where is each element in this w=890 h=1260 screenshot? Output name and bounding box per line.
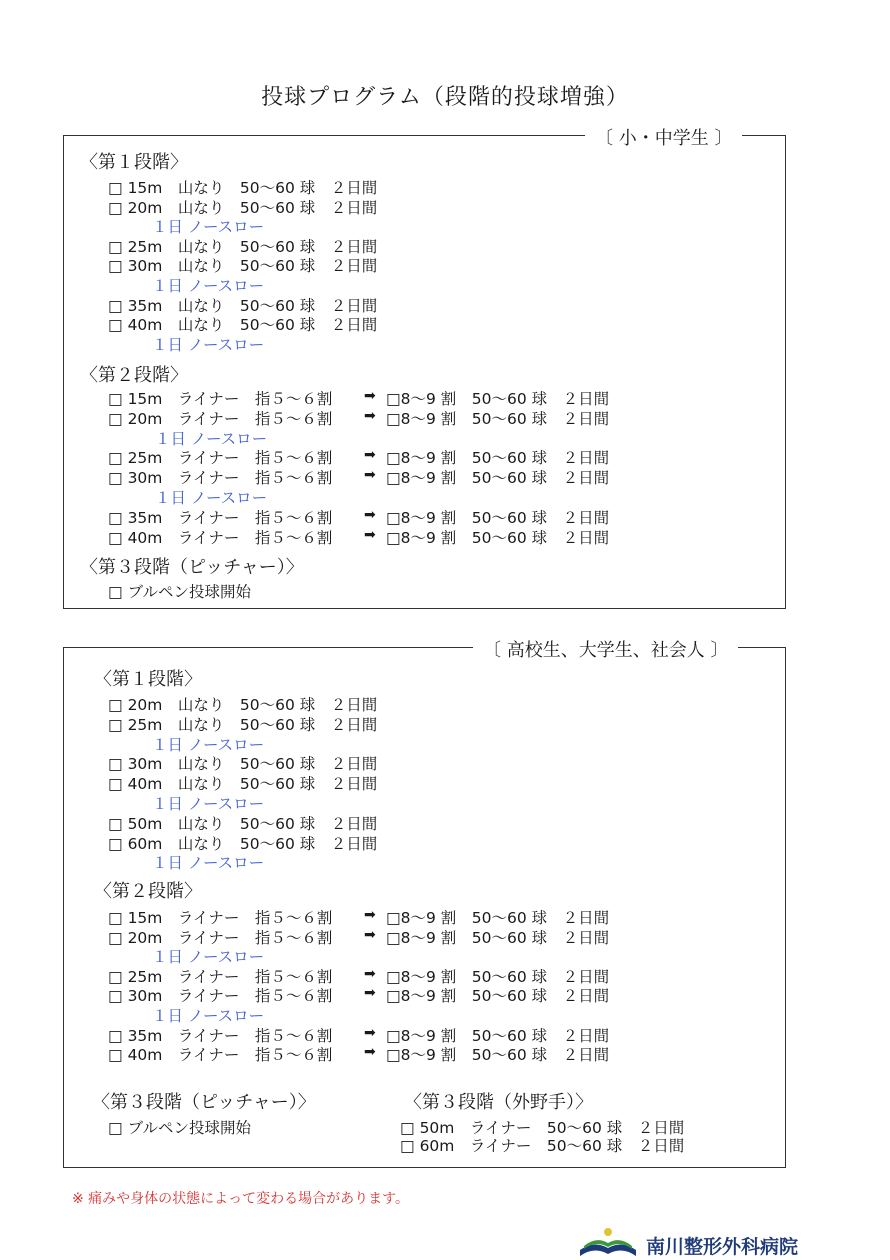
- checklist-item-right: □8〜9 割 50〜60 球 ２日間: [386, 1046, 610, 1065]
- checklist-item-right: □8〜9 割 50〜60 球 ２日間: [386, 528, 610, 547]
- checklist-item-right: □8〜9 割 50〜60 球 ２日間: [386, 409, 610, 428]
- checklist-item-left: □ 25m ライナー 指５〜６割: [108, 967, 333, 986]
- rest-day-note: １日 ノースロー: [155, 489, 268, 507]
- checklist-item-right: □8〜9 割 50〜60 球 ２日間: [386, 928, 610, 947]
- checklist-item: □ 50m 山なり 50〜60 球 ２日間: [108, 814, 378, 833]
- checklist-item-right: □8〜9 割 50〜60 球 ２日間: [386, 909, 610, 927]
- checklist-item-left: □ 35m ライナー 指５〜６割: [108, 1026, 333, 1045]
- hospital-name: 南川整形外科病院: [646, 1236, 799, 1258]
- checklist-item-left: □ 35m ライナー 指５〜６割: [108, 508, 333, 527]
- checklist-item: □ 15m 山なり 50〜60 球 ２日間: [108, 179, 378, 197]
- right-arrow-icon: ➡: [364, 407, 376, 424]
- checklist-item-left: □ 40m ライナー 指５〜６割: [108, 528, 333, 547]
- stage3-outfielder-heading: 〈第３段階（外野手）〉: [404, 1092, 593, 1113]
- right-arrow-icon: ➡: [364, 526, 376, 543]
- rest-day-note: １日 ノースロー: [152, 735, 265, 754]
- stage3-pitcher-heading: 〈第３段階（ピッチャー）〉: [92, 1092, 316, 1113]
- checklist-item: □ 40m 山なり 50〜60 球 ２日間: [108, 775, 378, 794]
- checklist-item-left: □ 20m ライナー 指５〜６割: [108, 928, 333, 947]
- rest-day-note: １日 ノースロー: [152, 795, 265, 813]
- section-label-junior: 〔 小・中学生 〕: [585, 124, 742, 150]
- section-label-adult: 〔 高校生、大学生、社会人 〕: [473, 636, 738, 662]
- stage3-outfielder-item: □ 60m ライナー 50〜60 球 ２日間: [400, 1137, 685, 1155]
- checklist-item-right: □8〜9 割 50〜60 球 ２日間: [386, 449, 610, 468]
- stage3-item: □ ブルペン投球開始: [108, 583, 251, 601]
- right-arrow-icon: ➡: [364, 965, 376, 982]
- right-arrow-icon: ➡: [364, 1044, 376, 1061]
- disclaimer-note: ※ 痛みや身体の状態によって変わる場合があります。: [72, 1191, 410, 1207]
- stage1-heading: 〈第１段階〉: [80, 152, 188, 173]
- checklist-item-right: □8〜9 割 50〜60 球 ２日間: [386, 987, 610, 1006]
- checklist-item-right: □8〜9 割 50〜60 球 ２日間: [386, 469, 610, 488]
- rest-day-note: １日 ノースロー: [152, 218, 265, 237]
- checklist-item-left: □ 40m ライナー 指５〜６割: [108, 1046, 333, 1065]
- checklist-item: □ 25m 山なり 50〜60 球 ２日間: [108, 237, 378, 256]
- stage3-heading: 〈第３段階（ピッチャー）〉: [80, 557, 304, 578]
- rest-day-note: １日 ノースロー: [152, 277, 265, 295]
- right-arrow-icon: ➡: [364, 467, 376, 484]
- checklist-item-left: □ 25m ライナー 指５〜６割: [108, 449, 333, 468]
- checklist-item: □ 30m 山なり 50〜60 球 ２日間: [108, 755, 378, 774]
- right-arrow-icon: ➡: [364, 926, 376, 943]
- checklist-item-left: □ 15m ライナー 指５〜６割: [108, 909, 333, 927]
- book-logo-icon: [576, 1224, 640, 1260]
- checklist-item-right: □8〜9 割 50〜60 球 ２日間: [386, 967, 610, 986]
- page-title: 投球プログラム（段階的投球増強）: [261, 85, 629, 110]
- checklist-item-right: □8〜9 割 50〜60 球 ２日間: [386, 1026, 610, 1045]
- stage1-heading: 〈第１段階〉: [94, 669, 202, 690]
- stage2-heading: 〈第２段階〉: [80, 365, 188, 386]
- checklist-item-left: □ 30m ライナー 指５〜６割: [108, 987, 333, 1006]
- checklist-item: □ 20m 山なり 50〜60 球 ２日間: [108, 696, 378, 714]
- checklist-item-right: □8〜9 割 50〜60 球 ２日間: [386, 508, 610, 527]
- right-arrow-icon: ➡: [364, 506, 376, 523]
- checklist-item: □ 30m 山なり 50〜60 球 ２日間: [108, 257, 378, 276]
- rest-day-note: １日 ノースロー: [152, 854, 265, 873]
- right-arrow-icon: ➡: [364, 388, 376, 404]
- checklist-item: □ 25m 山なり 50〜60 球 ２日間: [108, 715, 378, 734]
- stage3-pitcher-item: □ ブルペン投球開始: [108, 1119, 251, 1137]
- checklist-item-left: □ 30m ライナー 指５〜６割: [108, 469, 333, 488]
- checklist-item-right: □8〜9 割 50〜60 球 ２日間: [386, 390, 610, 408]
- right-arrow-icon: ➡: [364, 447, 376, 464]
- rest-day-note: １日 ノースロー: [152, 335, 265, 354]
- checklist-item: □ 35m 山なり 50〜60 球 ２日間: [108, 296, 378, 315]
- checklist-item: □ 60m 山なり 50〜60 球 ２日間: [108, 834, 378, 853]
- stage2-heading: 〈第２段階〉: [94, 881, 202, 902]
- right-arrow-icon: ➡: [364, 1024, 376, 1041]
- right-arrow-icon: ➡: [364, 985, 376, 1002]
- hospital-logo: [576, 1222, 836, 1260]
- checklist-item: □ 20m 山なり 50〜60 球 ２日間: [108, 198, 378, 217]
- checklist-item-left: □ 15m ライナー 指５〜６割: [108, 390, 333, 408]
- rest-day-note: １日 ノースロー: [152, 1007, 265, 1025]
- rest-day-note: １日 ノースロー: [155, 429, 268, 448]
- checklist-item: □ 40m 山なり 50〜60 球 ２日間: [108, 316, 378, 335]
- stage3-outfielder-item: □ 50m ライナー 50〜60 球 ２日間: [400, 1119, 685, 1137]
- checklist-item-left: □ 20m ライナー 指５〜６割: [108, 409, 333, 428]
- right-arrow-icon: ➡: [364, 907, 376, 923]
- rest-day-note: １日 ノースロー: [152, 948, 265, 967]
